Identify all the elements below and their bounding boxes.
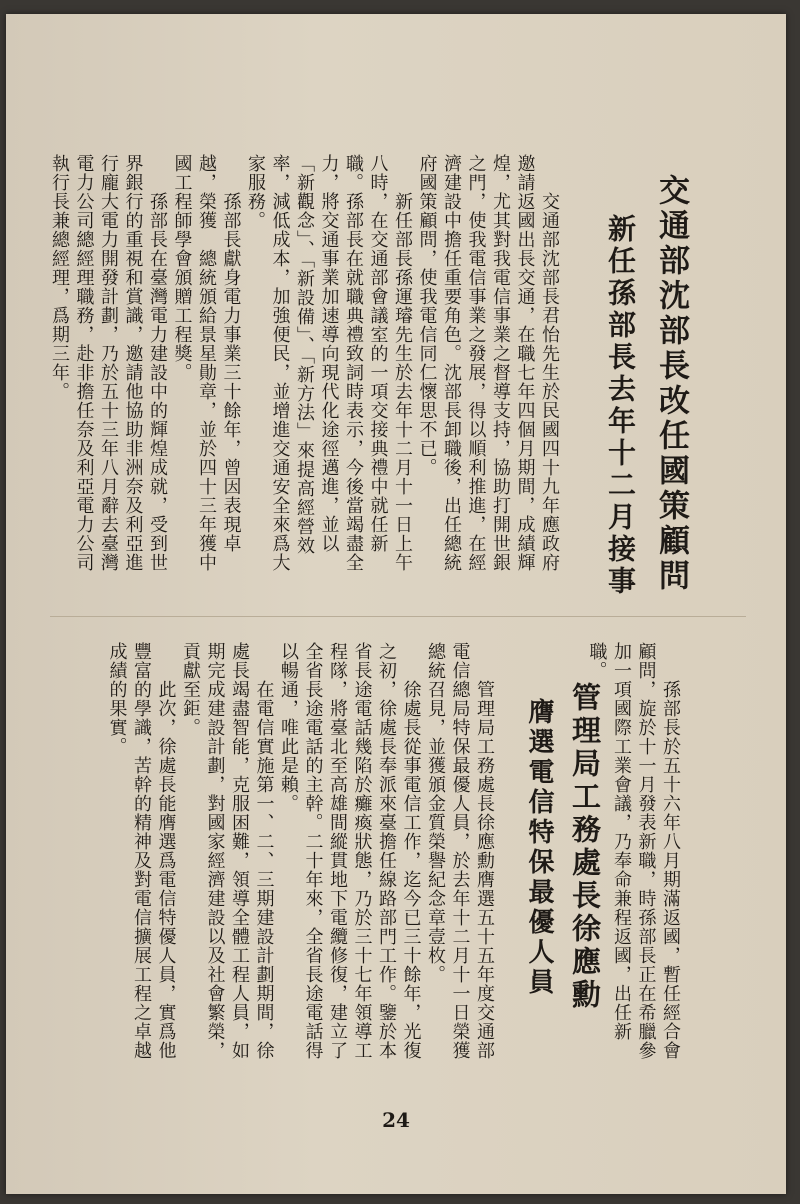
article2-body [104,642,496,1072]
article1-paragraph-2: 新任部長孫運璿先生於去年十二月十一日上午八時，在交通部會議室的一項交接典禮中就任新職。孫部長在就職典禮致詞時表示，今後當竭盡全力，將交通事業加速導向現代化途徑邁進，並以「新觀念」、「新設備」、「新方法」來提高經營效率，減低成本，加強便民，並增進交通安全來爲大家服務。 [245,154,413,572]
article1-body [47,154,562,584]
article1-subtitle: 新任孫部長去年十二月接事 [604,214,637,598]
page-number: 24 [382,1108,410,1132]
article2-subtitle: 膺選電信特保最優人員 [524,698,554,998]
article2-paragraph-2: 徐處長從事電信工作，迄今已三十餘年，光復之初，徐處長奉派來臺擔任線路部門工作。鑒於本省長途電話幾陷於癱瘓狀態，乃於三十七年領導工程隊，將臺北至高雄間縱貫地下電纜修復，建立了全省長途電話的主幹。二十年來，全省長途電話得以暢通，唯此是賴。 [278,642,422,1060]
article1-title: 交通部沈部長改任國策顧問 [653,174,689,594]
article2-paragraph-4: 此次，徐處長能膺選爲電信特優人員，實爲他豐富的學識，苦幹的精神及對電信擴展工程之卓越成績的果實。 [106,642,177,1060]
column-divider [50,616,746,617]
document-page [6,14,786,1194]
article1-paragraph-4: 孫部長在臺灣電力建設中的輝煌成就，受到世界銀行的重視和賞識，邀請他協助非洲奈及利亞進行龐大電力開發計劃，乃於五十三年八月辭去臺灣電力公司總經理職務，赴非擔任奈及利亞電力公司執行長兼總經理，爲期三年。 [49,154,168,572]
article1-paragraph-1: 交通部沈部長君怡先生於民國四十九年應政府邀請返國出長交通，在職七年四個月期間，成績輝煌，尤其對我電信事業之督導支持，協助打開世銀之門，使我電信事業之發展，得以順利推進，在經濟建設中擔任重要角色。沈部長卸職後，出任總統府國策顧問，使我電信同仁懷思不已。 [416,154,560,572]
article1-paragraph-5: 孫部長於五十六年八月期滿返國，暫任經合會顧問，旋於十一月發表新職，時孫部長正在希臘參加一項國際工業會議，乃奉命兼程返國，出任新職。 [586,642,681,1060]
article2-title: 管理局工務處長徐應勳 [568,682,602,1012]
article2-paragraph-3: 在電信實施第一、二、三期建設計劃期間，徐處長竭盡智能，克服困難，領導全體工程人員，如期完成建設計劃，對國家經濟建設以及社會繁榮，貢獻至鉅。 [180,642,275,1060]
article2-paragraph-1: 管理局工務處長徐應勳膺選五十五年度交通部電信總局特保最優人員，於去年十二月十一日榮獲總統召見，並獲頒金質榮譽紀念章壹枚。 [425,642,495,1060]
article1-paragraph-3: 孫部長獻身電力事業三十餘年，曾因表現卓越，榮獲 總統頒給景星勛章，並於四十三年獲中國工程師學會頒贈工程獎。 [171,154,242,572]
